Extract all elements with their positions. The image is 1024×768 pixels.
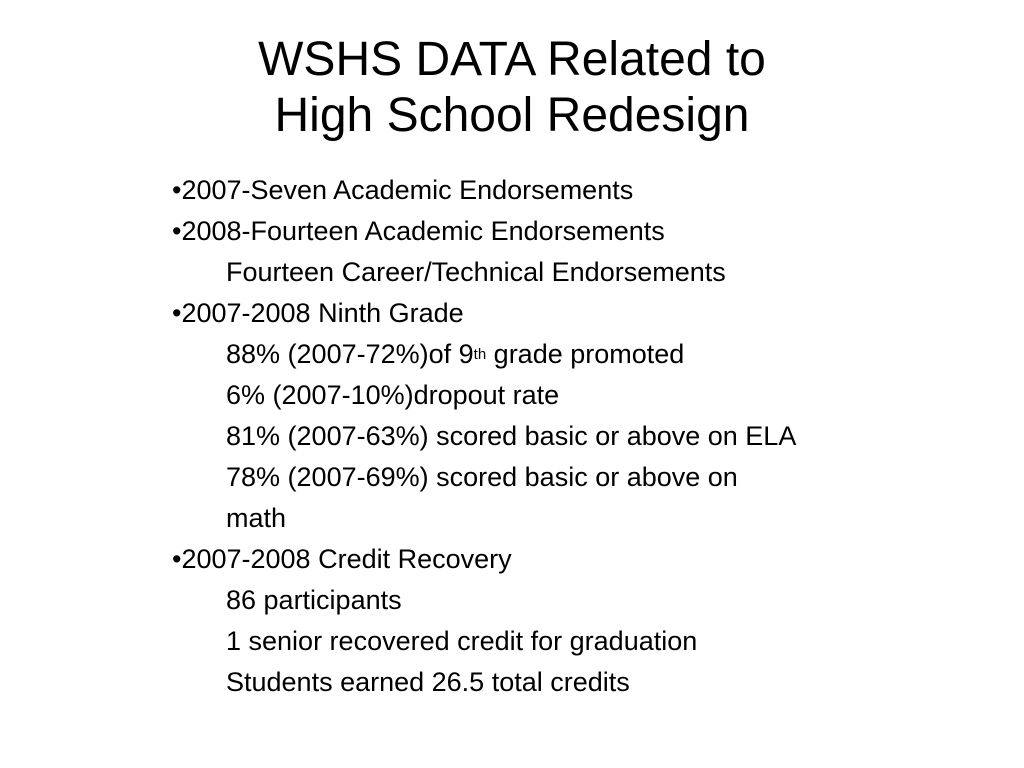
bullet-item [172,539,972,580]
sub-item [172,580,972,621]
bullet-text: 2007-2008 Credit Recovery [181,544,512,574]
bullet-item [172,211,972,252]
sub-item-text: 86 participants [226,585,402,615]
bullet-text: 2007-Seven Academic Endorsements [181,175,634,205]
sub-item [172,375,972,416]
sub-item-text: math [226,503,287,533]
bullet-item [172,293,972,334]
bullet-marker: • [172,216,182,246]
bullet-text: 2008-Fourteen Academic Endorsements [181,216,665,246]
bullet-marker: • [172,175,182,205]
sub-item-text: Students earned 26.5 total credits [226,667,630,697]
sub-item [172,334,972,375]
sub-item-text: 78% (2007-69%) scored basic or above on [226,462,738,492]
slide-title [0,32,1024,144]
sub-item [172,662,972,703]
title-line-2: High School Redesign [274,89,750,142]
sub-item-text: grade promoted [486,339,685,369]
sub-item [172,252,972,293]
bullet-list [172,170,972,703]
superscript: th [473,346,487,363]
sub-item [172,621,972,662]
sub-item-text: Fourteen Career/Technical Endorsements [226,257,726,287]
bullet-marker: • [172,298,182,328]
sub-item-text: 6% (2007-10%)dropout rate [226,380,560,410]
bullet-text: 2007-2008 Ninth Grade [181,298,464,328]
sub-item-continuation [172,498,972,539]
bullet-marker: • [172,544,182,574]
sub-item-text: 81% (2007-63%) scored basic or above on ELA [226,421,797,451]
sub-item-text: 1 senior recovered credit for graduation [226,626,698,656]
sub-item [172,416,972,457]
sub-item [172,457,972,498]
title-line-1: WSHS DATA Related to [258,33,766,86]
sub-item-text: 88% (2007-72%)of 9 [226,339,474,369]
bullet-item [172,170,972,211]
